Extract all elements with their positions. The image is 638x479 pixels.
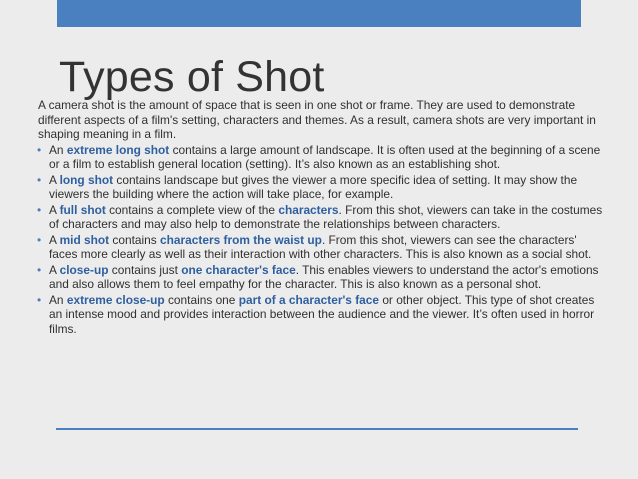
keyword: close-up [59,262,109,277]
intro-paragraph: A camera shot is the amount of space that is seen in one shot or frame. They are used to demonstrate different aspects of a film's setting, characters and themes. As a result, camera shots are very important in shaping meaning in a film. [38,98,596,141]
bullet-icon: • [37,142,42,157]
list-item-mid-shot: • A mid shot contains characters from the waist up. From this shot, viewers can see the characters' faces more clearly as well as their interaction with other characters. This is also known as a social shot. [37,232,592,261]
slide-body [38,98,604,336]
bullet-icon: • [37,202,42,217]
bullet-icon: • [37,232,42,247]
keyword: characters [278,202,339,217]
bullet-icon: • [37,292,42,307]
shot-types-list [38,143,604,337]
keyword: full shot [59,202,106,217]
top-accent-bar [57,0,581,27]
keyword: characters from the waist up [160,232,322,247]
list-item-close-up: • A close-up contains just one character's face. This enables viewers to understand the actor's emotions and also allows them to feel empathy for the character. This is also known as a personal shot. [37,262,599,291]
list-item-extreme-long-shot: • An extreme long shot contains a large amount of landscape. It is often used at the beginning of a scene or a film to establish general location (setting). It’s also known as an establishing shot. [37,142,601,171]
keyword: mid shot [59,232,110,247]
keyword: part of a character's face [238,292,380,307]
bottom-divider [56,428,578,430]
keyword: extreme long shot [66,142,170,157]
keyword: extreme close-up [66,292,165,307]
bullet-icon: • [37,172,42,187]
keyword: one character's face [181,262,296,277]
list-item-full-shot: • A full shot contains a complete view of the characters. From this shot, viewers can take in the costumes of characters and may also help to demonstrate the relationships between characters. [37,202,603,231]
keyword: long shot [59,172,114,187]
list-item-long-shot: • A long shot contains landscape but gives the viewer a more specific idea of setting. It may show the viewers the building where the action will take place, for example. [37,172,578,201]
list-item-extreme-close-up: • An extreme close-up contains one part of a character's face or other object. This type of shot creates an intense mood and provides interaction between the audience and the viewer. It’s often used in horror films. [37,292,595,336]
slide-title: Types of Shot [59,53,325,101]
bullet-icon: • [37,262,42,277]
